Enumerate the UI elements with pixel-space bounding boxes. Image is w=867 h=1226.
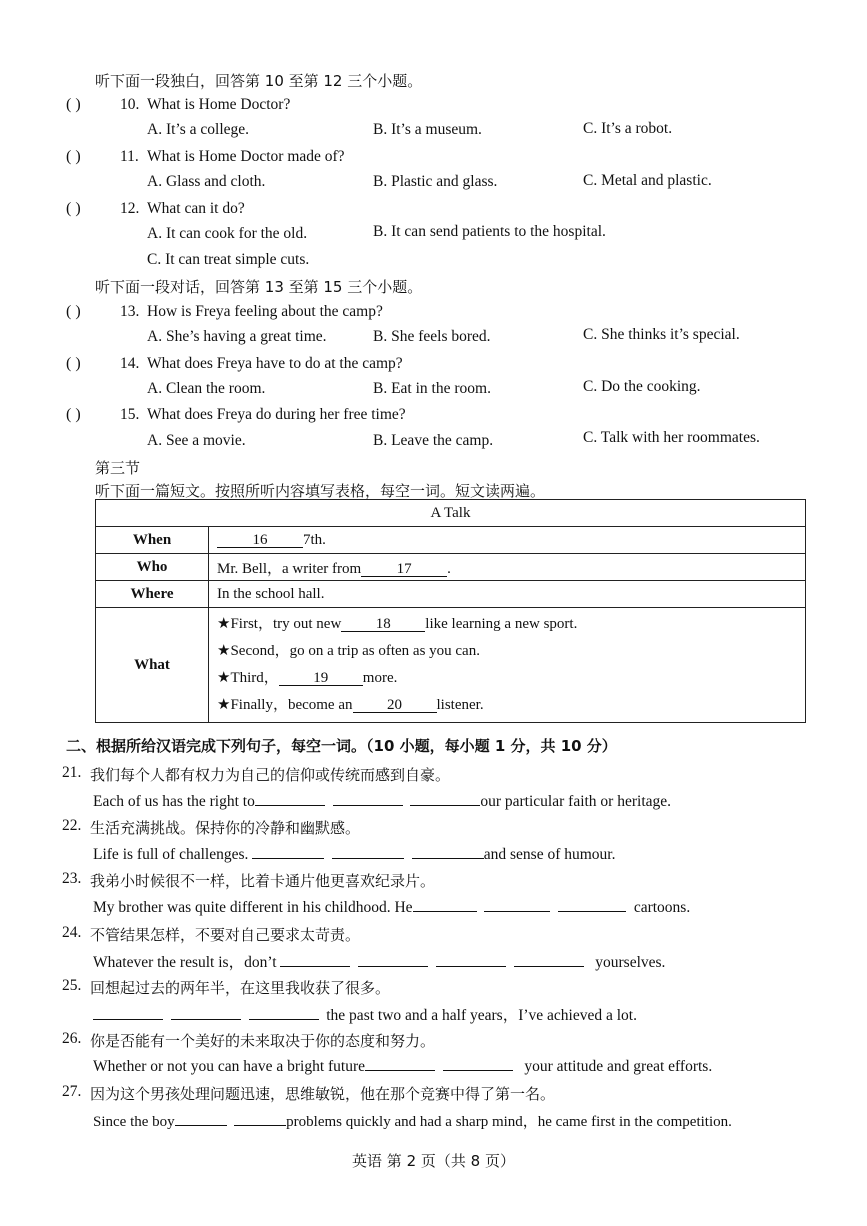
item-number: 22. <box>62 817 82 834</box>
option-b: B. It can send patients to the hospital. <box>373 223 606 240</box>
en-pre: My brother was quite different in his childhood. He <box>93 899 413 916</box>
en-post: your attitude and great efforts. <box>524 1058 713 1075</box>
row-who <box>209 554 806 581</box>
what-3-suffix: more. <box>362 670 398 686</box>
option-c: C. She thinks it’s special. <box>583 326 740 343</box>
item-chinese: 不管结果怎样，不要对自己要求太苛责。 <box>90 926 361 944</box>
blank[interactable] <box>280 952 350 967</box>
what-item-4 <box>217 692 797 719</box>
blank[interactable] <box>255 791 325 806</box>
what-item-3 <box>217 665 797 692</box>
row-label-who: Who <box>96 554 209 581</box>
blank[interactable] <box>365 1056 435 1071</box>
option-a: A. It can cook for the old. <box>147 225 308 242</box>
en-pre: Whether or not you can have a bright future <box>93 1058 366 1075</box>
blank[interactable] <box>332 844 404 859</box>
option-b: B. Leave the camp. <box>373 432 494 449</box>
answer-paren: ( ) <box>66 406 81 423</box>
item-chinese: 我们每个人都有权力为自己的信仰或传统而感到自豪。 <box>90 766 451 784</box>
blank[interactable] <box>412 844 484 859</box>
option-a: A. See a movie. <box>147 432 246 449</box>
blank[interactable] <box>252 844 324 859</box>
blank[interactable] <box>484 897 550 912</box>
blank-20[interactable]: 20 <box>353 698 437 713</box>
blank[interactable] <box>175 1111 227 1126</box>
item-number: 21. <box>62 764 82 781</box>
blank[interactable] <box>413 897 477 912</box>
what-3-prefix: ★Third， <box>217 670 279 686</box>
item-english-21 <box>93 791 671 811</box>
item-number: 27. <box>62 1083 82 1100</box>
item-english-22 <box>93 844 616 864</box>
blank[interactable] <box>93 1005 163 1020</box>
option-c: C. Do the cooking. <box>583 378 701 395</box>
row-label-what: What <box>96 608 209 723</box>
blank[interactable] <box>171 1005 241 1020</box>
item-english-26 <box>93 1056 712 1076</box>
item-english-25 <box>93 1003 637 1025</box>
item-number: 24. <box>62 924 82 941</box>
question-text: What does Freya do during her free time? <box>147 406 406 423</box>
en-pre: Whatever the result is，don’t <box>93 954 277 971</box>
section-instruction: 听下面一篇短文。按照所听内容填写表格，每空一词。短文读两遍。 <box>95 482 546 500</box>
blank[interactable] <box>333 791 403 806</box>
item-english-23 <box>93 897 690 917</box>
table-title: A Talk <box>96 500 806 527</box>
question-text: What is Home Doctor? <box>147 96 291 113</box>
what-item-1 <box>217 611 797 638</box>
answer-paren: ( ) <box>66 200 81 217</box>
en-pre: Since the boy <box>93 1114 175 1130</box>
what-item-2: ★Second，go on a trip as often as you can. <box>217 643 480 659</box>
section-heading: 第三节 <box>95 459 141 477</box>
who-suffix: . <box>447 560 451 577</box>
answer-paren: ( ) <box>66 148 81 165</box>
option-c: C. It can treat simple cuts. <box>147 251 310 268</box>
item-english-27 <box>93 1110 732 1131</box>
item-number: 23. <box>62 870 82 887</box>
item-chinese: 因为这个男孩处理问题迅速，思维敏锐，他在那个竞赛中得了第一名。 <box>90 1085 556 1103</box>
question-number: 15. <box>120 406 140 423</box>
answer-paren: ( ) <box>66 96 81 113</box>
item-chinese: 我弟小时候很不一样，比着卡通片他更喜欢纪录片。 <box>90 872 436 890</box>
row-what <box>209 608 806 723</box>
what-4-prefix: ★Finally，become an <box>217 697 353 713</box>
option-b: B. Eat in the room. <box>373 380 491 397</box>
option-c: C. Talk with her roommates. <box>583 429 760 446</box>
item-chinese: 回想起过去的两年半，在这里我收获了很多。 <box>90 979 391 997</box>
question-text: How is Freya feeling about the camp? <box>147 303 383 320</box>
when-suffix: 7th. <box>303 531 326 548</box>
option-a: A. She’s having a great time. <box>147 328 327 345</box>
row-where: In the school hall. <box>209 581 806 608</box>
blank[interactable] <box>358 952 428 967</box>
option-b: B. She feels bored. <box>373 328 491 345</box>
option-a: A. Glass and cloth. <box>147 173 266 190</box>
what-1-suffix: like learning a new sport. <box>425 616 578 632</box>
en-post: the past two and a half years，I’ve achieved a lot. <box>326 1007 637 1024</box>
blank-19[interactable]: 19 <box>279 671 363 686</box>
blank[interactable] <box>558 897 626 912</box>
blank[interactable] <box>234 1111 286 1126</box>
item-english-24 <box>93 950 665 972</box>
row-when <box>209 527 806 554</box>
option-b: B. Plastic and glass. <box>373 173 498 190</box>
what-1-prefix: ★First，try out new <box>217 616 342 632</box>
blank[interactable] <box>410 791 480 806</box>
item-number: 26. <box>62 1030 82 1047</box>
question-text: What can it do? <box>147 200 245 217</box>
instruction-10-12: 听下面一段独白，回答第 10 至第 12 三个小题。 <box>95 72 423 90</box>
option-b: B. It’s a museum. <box>373 121 482 138</box>
blank-16[interactable]: 16 <box>217 533 303 548</box>
row-label-when: When <box>96 527 209 554</box>
blank-17[interactable]: 17 <box>361 562 447 577</box>
item-number: 25. <box>62 977 82 994</box>
instruction-13-15: 听下面一段对话，回答第 13 至第 15 三个小题。 <box>95 278 423 296</box>
en-pre: Life is full of challenges. <box>93 846 249 863</box>
row-label-where: Where <box>96 581 209 608</box>
who-prefix: Mr. Bell，a writer from <box>217 560 362 577</box>
talk-table <box>95 499 806 723</box>
answer-paren: ( ) <box>66 303 81 320</box>
option-a: A. Clean the room. <box>147 380 266 397</box>
blank[interactable] <box>436 952 506 967</box>
en-pre: Each of us has the right to <box>93 793 255 810</box>
en-post: our particular faith or heritage. <box>480 793 672 810</box>
item-chinese: 生活充满挑战。保持你的冷静和幽默感。 <box>90 819 361 837</box>
question-number: 12. <box>120 200 140 217</box>
answer-paren: ( ) <box>66 355 81 372</box>
blank[interactable] <box>443 1056 513 1071</box>
option-a: A. It’s a college. <box>147 121 250 138</box>
en-post: and sense of humour. <box>483 846 616 863</box>
what-4-suffix: listener. <box>436 697 484 713</box>
blank[interactable] <box>514 952 584 967</box>
part2-heading: 二、根据所给汉语完成下列句子，每空一词。（10 小题，每小题 1 分，共 10 分） <box>66 737 617 755</box>
option-c: C. It’s a robot. <box>583 120 673 137</box>
question-text: What is Home Doctor made of? <box>147 148 345 165</box>
question-number: 10. <box>120 96 140 113</box>
page-footer: 英语 第 2 页（共 8 页） <box>352 1152 515 1170</box>
question-number: 13. <box>120 303 140 320</box>
en-post: yourselves. <box>595 954 666 971</box>
item-chinese: 你是否能有一个美好的未来取决于你的态度和努力。 <box>90 1032 436 1050</box>
en-post: problems quickly and had a sharp mind，he came first in the competition. <box>286 1114 732 1130</box>
en-post: cartoons. <box>633 899 691 916</box>
question-number: 11. <box>120 148 139 165</box>
blank[interactable] <box>249 1005 319 1020</box>
question-text: What does Freya have to do at the camp? <box>147 355 403 372</box>
option-c: C. Metal and plastic. <box>583 172 712 189</box>
question-number: 14. <box>120 355 140 372</box>
blank-18[interactable]: 18 <box>341 617 425 632</box>
